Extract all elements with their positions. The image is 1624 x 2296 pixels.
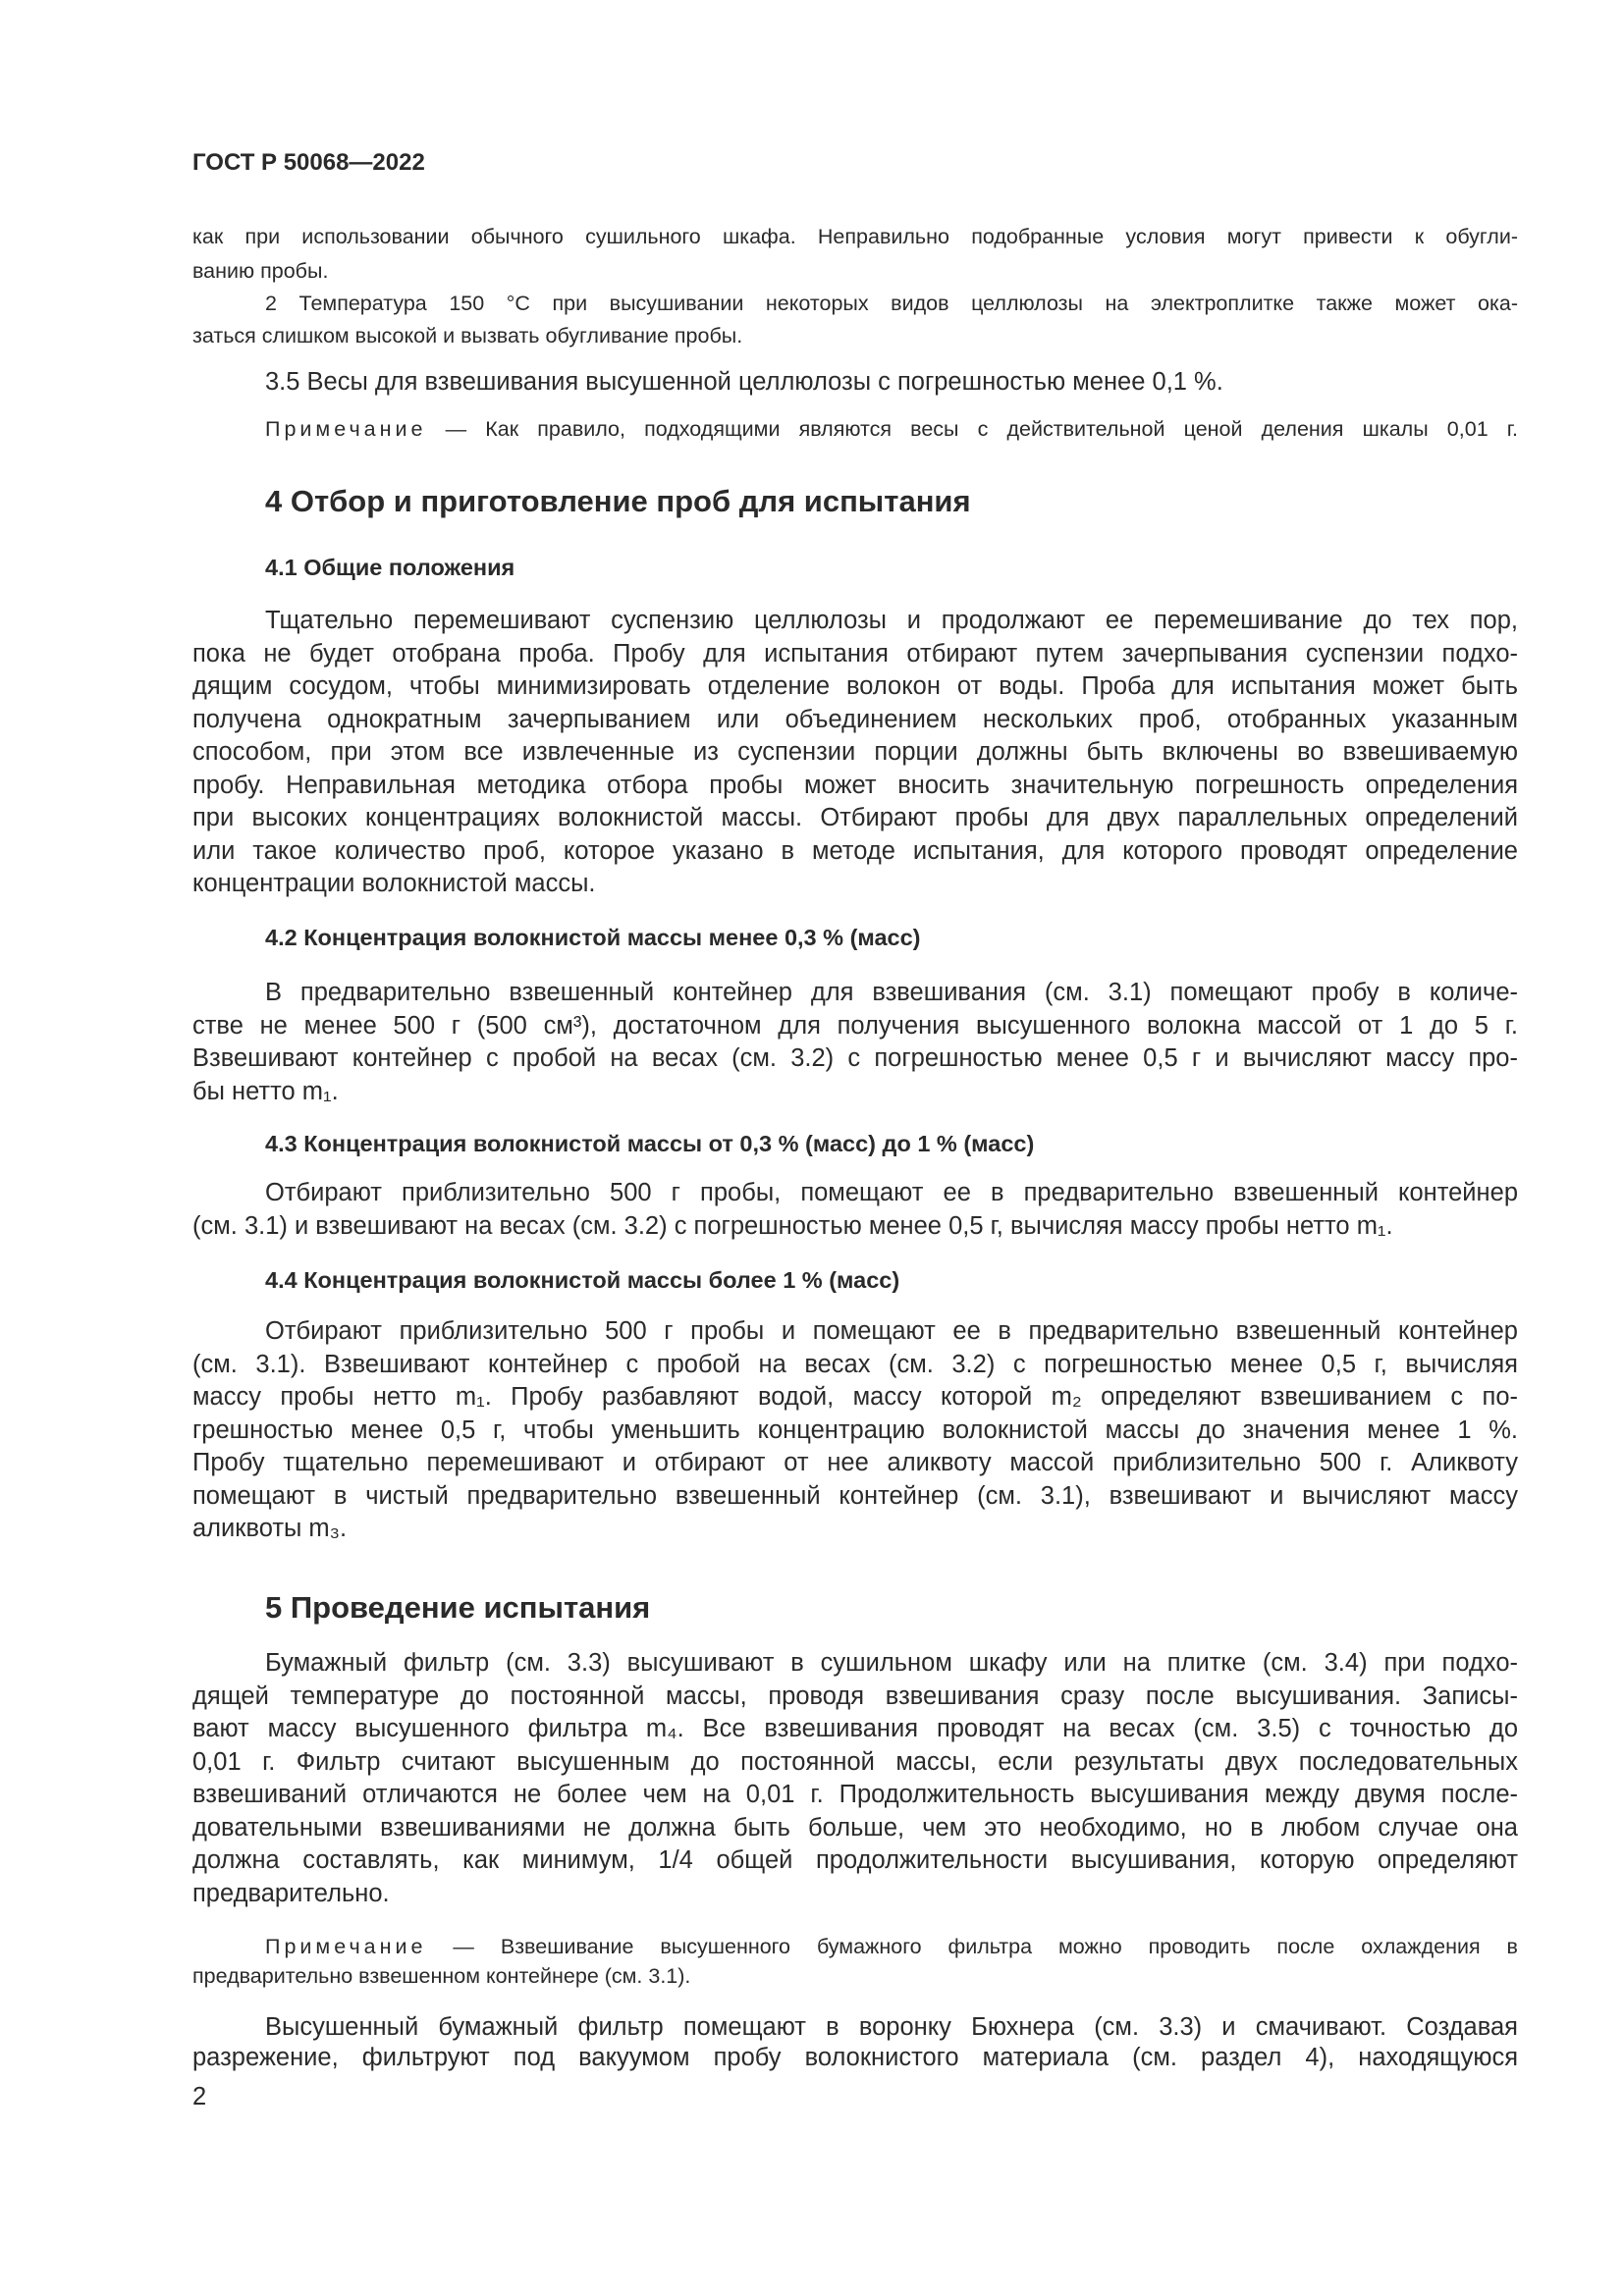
note-text: предварительно взвешенном контейнере (см. 3.1). xyxy=(192,1964,691,1988)
section-4-1-paragraph xyxy=(192,605,1518,901)
note-label: Примечание xyxy=(265,1935,427,1958)
note-continuation xyxy=(192,220,1518,289)
text-line: или такое количество проб, которое указано в методе испытания, для которого проводят определение xyxy=(192,836,1518,865)
text-line: Высушенный бумажный фильтр помещают в воронку Бюхнера (см. 3.3) и смачивают. Создавая xyxy=(265,2013,1518,2041)
text-line: концентрации волокнистой массы. xyxy=(192,870,596,897)
note-3-5 xyxy=(265,414,1518,444)
note-text: — Взвешивание высушенного бумажного фильтра можно проводить после охлаждения в xyxy=(453,1935,1518,1958)
text-line: аликвоты m₃. xyxy=(192,1515,348,1542)
text-line: Бумажный фильтр (см. 3.3) высушивают в сушильном шкафу или на плитке (см. 3.4) при подхо- xyxy=(265,1649,1518,1677)
section-4-3-heading: 4.3 Концентрация волокнистой массы от 0,3 % (масс) до 1 % (масс) xyxy=(265,1131,1035,1156)
note-text: — Как правило, подходящими являются весы с действительной ценой деления шкалы 0,01 г. xyxy=(445,417,1518,441)
note-label: Примечание xyxy=(265,417,427,441)
text-line: Отбирают приблизительно 500 г пробы, помещают ее в предварительно взвешенный контейнер xyxy=(265,1179,1518,1206)
text-line: ванию пробы. xyxy=(192,259,329,283)
text-line: помещают в чистый предварительно взвешенный контейнер (см. 3.1), взвешивают и вычисляют массу xyxy=(192,1481,1518,1510)
text-line: Пробу тщательно перемешивают и отбирают от нее аликвоту массой приблизительно 500 г. Аликвоту xyxy=(192,1449,1518,1476)
section-4-4-heading: 4.4 Концентрация волокнистой массы более 1 % (масс) xyxy=(265,1267,900,1293)
text-line: заться слишком высокой и вызвать обугливание пробы. xyxy=(192,324,743,347)
text-line: Отбирают приблизительно 500 г пробы и помещают ее в предварительно взвешенный контейнер xyxy=(265,1317,1518,1345)
text-line: (см. 3.1) и взвешивают на весах (см. 3.2) с погрешностью менее 0,5 г, вычисляя массу пробы нетто m₁. xyxy=(192,1211,1393,1240)
text-line: Взвешивают контейнер с пробой на весах (см. 3.2) с погрешностью менее 0,5 г и вычисляют массу про- xyxy=(192,1044,1518,1072)
text-line: дящим сосудом, чтобы минимизировать отделение волокон от воды. Проба для испытания может быть xyxy=(192,672,1518,700)
text-line: как при использовании обычного сушильного шкафа. Неправильно подобранные условия могут привести к обугли- xyxy=(192,225,1518,248)
section-4-1-heading: 4.1 Общие положения xyxy=(265,555,515,580)
section-5-note xyxy=(192,1932,1518,1991)
text-line: предварительно. xyxy=(192,1879,390,1907)
note-2 xyxy=(192,288,1518,352)
text-line: массу пробы нетто m₁. Пробу разбавляют водой, массу которой m₂ определяют взвешиванием с по- xyxy=(192,1383,1518,1411)
text-line: способом, при этом все извлеченные из суспензии порции должны быть включены во взвешиваемую xyxy=(192,738,1518,766)
section-4-2-heading: 4.2 Концентрация волокнистой массы менее 0,3 % (масс) xyxy=(265,925,921,950)
page-number: 2 xyxy=(192,2083,207,2110)
text-line: должна составлять, как минимум, 1/4 общей продолжительности высушивания, которую определяют xyxy=(192,1846,1518,1874)
text-line: дящей температуре до постоянной массы, проводя взвешивания сразу после высушивания. Записы- xyxy=(192,1682,1518,1710)
text-line: пока не будет отобрана проба. Пробу для испытания отбирают путем зачерпывания суспензии подхо- xyxy=(192,639,1518,667)
text-line: грешностью менее 0,5 г, чтобы уменьшить концентрацию волокнистой массы до значения менее 1 %. xyxy=(192,1415,1518,1444)
text-line: довательными взвешиваниями не должна быть больше, чем это необходимо, но в любом случае она xyxy=(192,1813,1518,1842)
section-4-heading: 4 Отбор и приготовление проб для испытания xyxy=(265,484,971,518)
section-5-paragraph-1 xyxy=(192,1647,1518,1910)
text-line: 0,01 г. Фильтр считают высушенным до постоянной массы, если результаты двух последовательных xyxy=(192,1747,1518,1776)
document-header: ГОСТ Р 50068—2022 xyxy=(192,149,425,176)
text-line: В предварительно взвешенный контейнер для взвешивания (см. 3.1) помещают пробу в количе- xyxy=(265,979,1518,1006)
text-line: разрежение, фильтруют под вакуумом пробу волокнистого материала (см. раздел 4), находящуюся xyxy=(192,2044,1518,2071)
text-line: при высоких концентрациях волокнистой массы. Отбирают пробы для двух параллельных определений xyxy=(192,804,1518,831)
text-line: получена однократным зачерпыванием или объединением нескольких проб, отобранных указанным xyxy=(192,705,1518,733)
text-line: Тщательно перемешивают суспензию целлюлозы и продолжают ее перемешивание до тех пор, xyxy=(265,607,1518,634)
section-4-2-paragraph xyxy=(192,977,1518,1108)
section-5-paragraph-2 xyxy=(192,2012,1518,2073)
text-line: пробу. Неправильная методика отбора пробы может вносить значительную погрешность определения xyxy=(192,771,1518,799)
text-line: 2 Температура 150 °С при высушивании некоторых видов целлюлозы на электроплитке также может ока- xyxy=(265,292,1518,315)
text-line: (см. 3.1). Взвешивают контейнер с пробой на весах (см. 3.2) с погрешностью менее 0,5 г, вычисляя xyxy=(192,1350,1518,1378)
item-3-5 xyxy=(192,366,1518,400)
section-4-4-paragraph xyxy=(192,1315,1518,1546)
section-5-heading: 5 Проведение испытания xyxy=(265,1590,651,1625)
text-line: бы нетто m₁. xyxy=(192,1077,339,1105)
text-line: взвешиваний отличаются не более чем на 0,01 г. Продолжительность высушивания между двумя после- xyxy=(192,1781,1518,1808)
text-line: 3.5 Весы для взвешивания высушенной целлюлозы с погрешностью менее 0,1 %. xyxy=(265,368,1223,396)
text-line: вают массу высушенного фильтра m₄. Все взвешивания проводят на весах (см. 3.5) с точностью до xyxy=(192,1715,1518,1742)
text-line: стве не менее 500 г (500 см³), достаточном для получения высушенного волокна массой от 1 до 5 г. xyxy=(192,1011,1518,1040)
section-4-3-paragraph xyxy=(192,1177,1518,1243)
